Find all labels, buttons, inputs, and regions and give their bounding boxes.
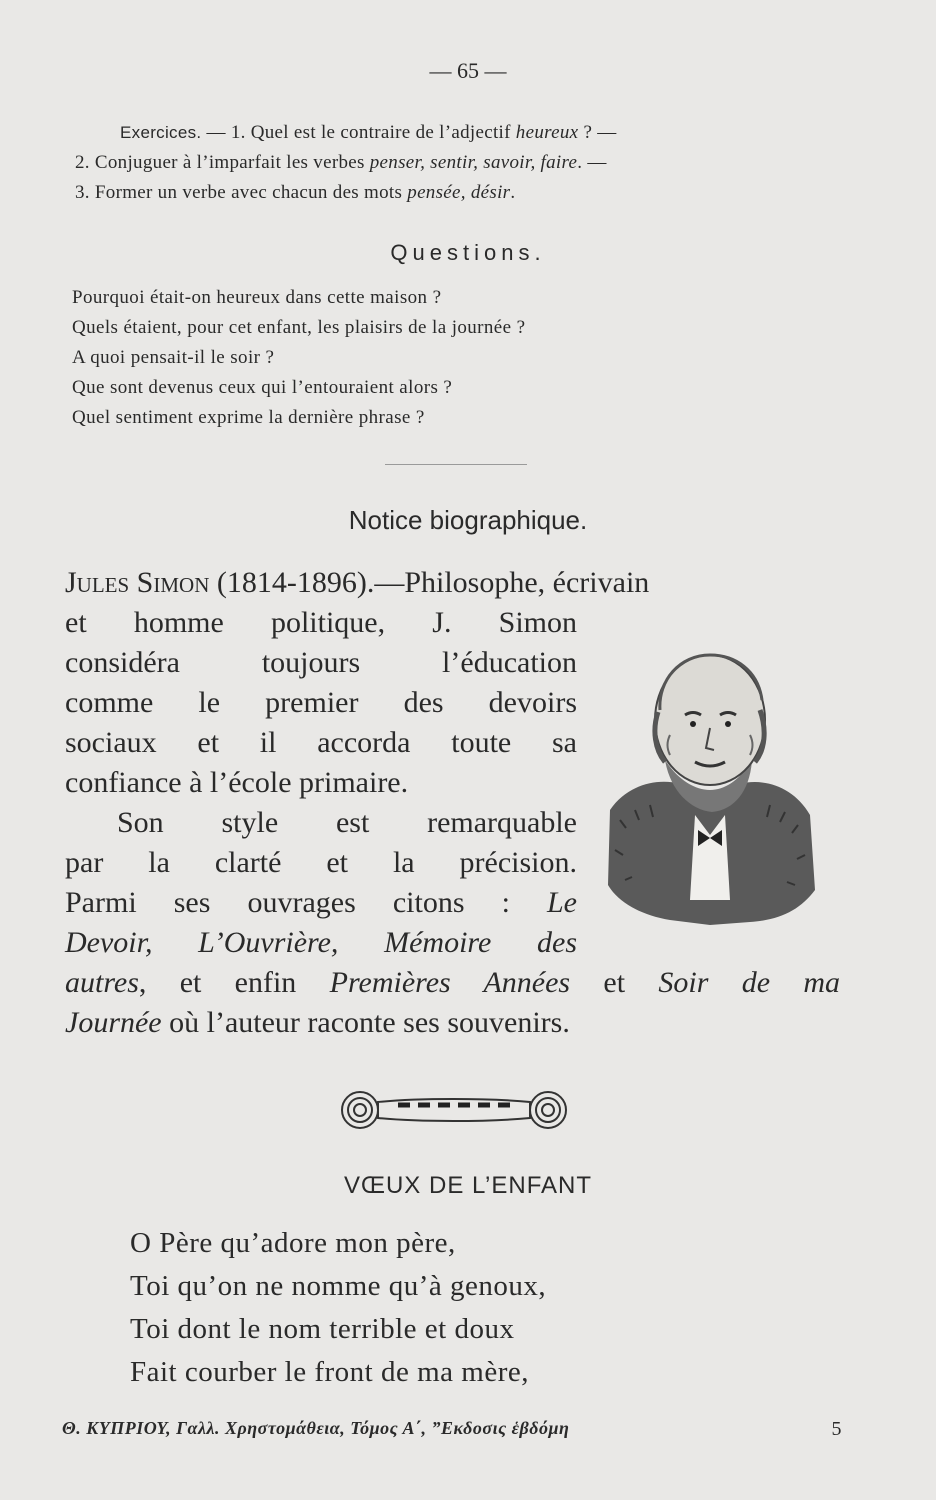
poem-line: Toi dont le nom terrible et doux bbox=[130, 1313, 515, 1345]
bio-line: sociaux et il accorda toute sa bbox=[65, 726, 577, 759]
bio-line: Journée où l’auteur raconte ses souvenirs. bbox=[65, 1006, 570, 1039]
bio-line: et homme politique, J. Simon bbox=[65, 606, 577, 639]
bio-first-line: Jules Simon (1814-1896).—Philosophe, écrivain bbox=[65, 566, 650, 599]
bio-line: Parmi ses ouvrages citons : Le bbox=[65, 886, 577, 919]
poem-line: Toi qu’on ne nomme qu’à genoux, bbox=[130, 1270, 547, 1302]
exercises-block bbox=[75, 118, 845, 208]
poem-line: Fait courber le front de ma mère, bbox=[130, 1356, 529, 1388]
exercise-line-1: Exercices. — 1. Quel est le contraire de l’adjectif heureux ? — bbox=[120, 122, 617, 143]
bio-tail-text bbox=[65, 963, 840, 1043]
decorative-ornament bbox=[338, 1088, 570, 1132]
portrait-eye-left bbox=[690, 721, 696, 727]
bio-line: Devoir, L’Ouvrière, Mémoire des bbox=[65, 926, 577, 959]
exercise-line-2: 2. Conjuguer à l’imparfait les verbes penser, sentir, savoir, faire. — bbox=[75, 152, 607, 173]
poem-line: O Père qu’adore mon père, bbox=[130, 1227, 456, 1259]
page-number: — 65 — bbox=[429, 58, 507, 83]
exercises-label: Exercices. bbox=[120, 123, 202, 142]
question-item: Pourquoi était-on heureux dans cette maison ? bbox=[72, 287, 442, 308]
poem-title: VŒUX DE L’ENFANT bbox=[343, 1172, 593, 1199]
footer-text: Θ. ΚΥΠΡΙΟΥ, Γαλλ. Χρηστομάθεια, Τόμος Α΄, ”Εκδοσις ἑβδόμη bbox=[62, 1418, 570, 1438]
bio-line: autres, et enfin Premières Années et Soir de ma bbox=[65, 966, 840, 999]
bio-line: considéra toujours l’éducation bbox=[65, 646, 577, 679]
ornament-scroll bbox=[378, 1099, 530, 1121]
notice-heading: Notice biographique. bbox=[348, 505, 588, 535]
page-footer bbox=[62, 1418, 842, 1439]
questions-heading: Questions. bbox=[390, 240, 546, 265]
questions-list bbox=[72, 283, 832, 433]
exercise-line-3: 3. Former un verbe avec chacun des mots pensée, désir. bbox=[75, 182, 516, 203]
bio-line: par la clarté et la précision. bbox=[65, 846, 577, 879]
author-name: Jules Simon bbox=[65, 566, 210, 599]
bio-line: confiance à l’école primaire. bbox=[65, 766, 409, 799]
poem-verses bbox=[130, 1222, 830, 1394]
sheet-number: 5 bbox=[831, 1418, 842, 1440]
bio-wrapped-text bbox=[65, 603, 577, 963]
bio-line: comme le premier des devoirs bbox=[65, 686, 577, 719]
portrait-engraving bbox=[600, 640, 820, 930]
question-item: Que sont devenus ceux qui l’entouraient alors ? bbox=[72, 377, 453, 398]
question-item: A quoi pensait-il le soir ? bbox=[72, 347, 275, 368]
portrait-eye-right bbox=[725, 721, 731, 727]
question-item: Quels étaient, pour cet enfant, les plaisirs de la journée ? bbox=[72, 317, 526, 338]
section-divider bbox=[385, 464, 527, 465]
question-item: Quel sentiment exprime la dernière phrase ? bbox=[72, 407, 425, 428]
bio-line: Son style est remarquable bbox=[117, 806, 577, 839]
